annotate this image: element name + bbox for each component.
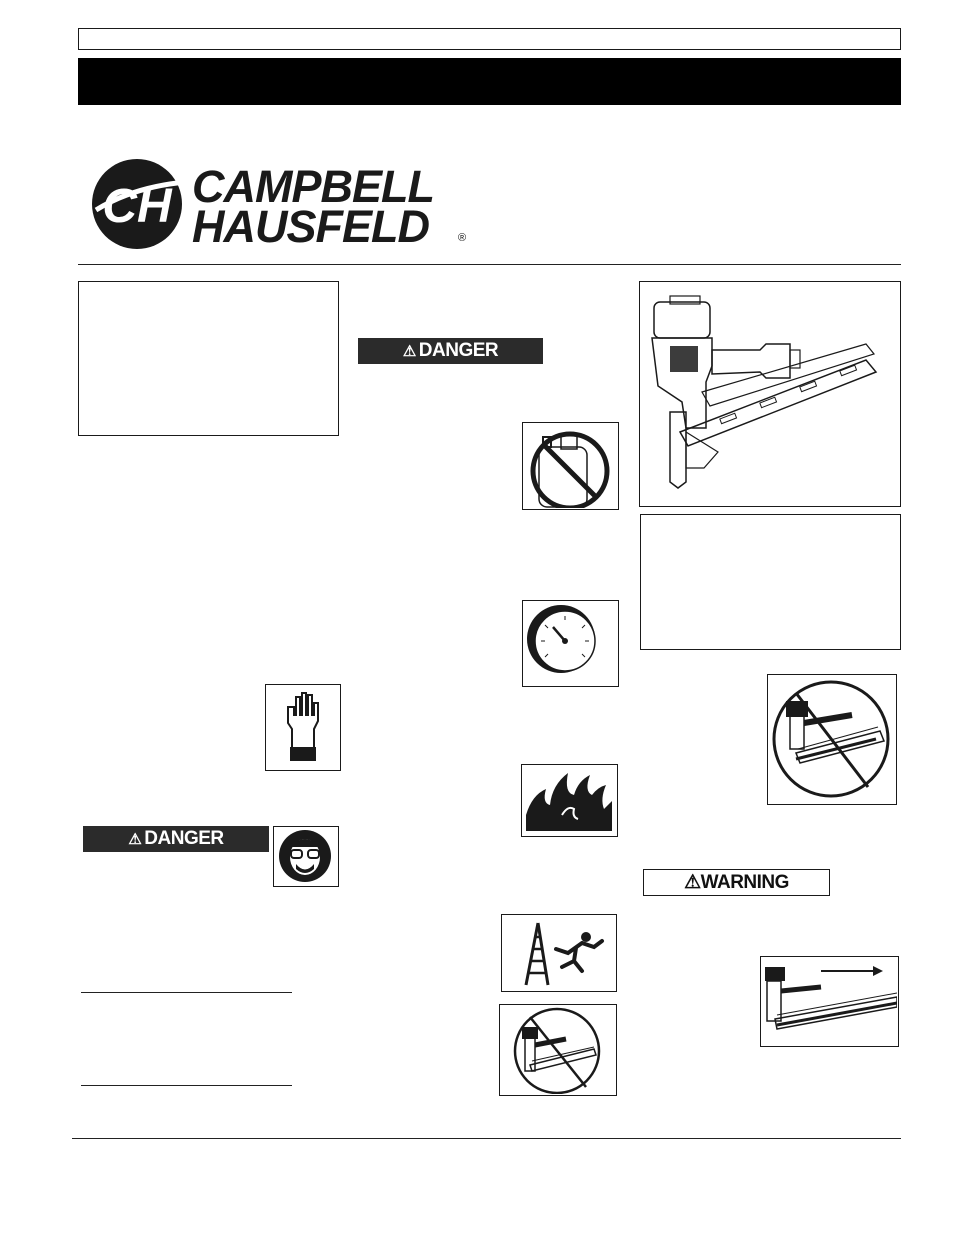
title-bar	[78, 58, 901, 105]
top-info-bar	[78, 28, 901, 50]
alert-triangle-icon: ⚠	[128, 831, 142, 848]
danger-label-2	[358, 338, 543, 364]
no-gas-cylinder-icon	[522, 422, 619, 510]
danger-label-1	[83, 826, 269, 852]
gloves-icon	[265, 684, 341, 771]
no-nailer-icon-2	[767, 674, 897, 805]
header-rule	[78, 264, 901, 265]
warning-text-1: WARNING	[700, 871, 789, 893]
left-rule-1	[81, 992, 292, 993]
left-rule-2	[81, 1085, 292, 1086]
nailer-direction-icon	[760, 956, 899, 1047]
warning-label-1	[643, 869, 830, 896]
alert-triangle-icon-2: ⚠	[402, 343, 416, 360]
flame-icon	[521, 764, 618, 837]
danger-text-2: DANGER	[418, 340, 499, 361]
info-box-left	[78, 281, 339, 436]
ladder-fall-icon	[501, 914, 617, 992]
framing-nailer-illustration	[639, 281, 901, 507]
danger-text-1: DANGER	[144, 828, 224, 849]
brand-name-line2: HAUSFELD	[192, 201, 429, 252]
safety-glasses-respirator-icon	[273, 826, 339, 887]
footer-rule	[72, 1138, 901, 1139]
info-box-right	[640, 514, 901, 650]
brand-name-line1: CAMPBELL	[192, 161, 434, 212]
pressure-gauge-icon	[522, 600, 619, 687]
brand-logo	[88, 152, 488, 257]
no-nailer-icon	[499, 1004, 617, 1096]
svg-text:CH: CH	[102, 180, 172, 233]
registered-mark: ®	[458, 232, 467, 244]
alert-triangle-icon-3: ⚠	[684, 872, 701, 893]
